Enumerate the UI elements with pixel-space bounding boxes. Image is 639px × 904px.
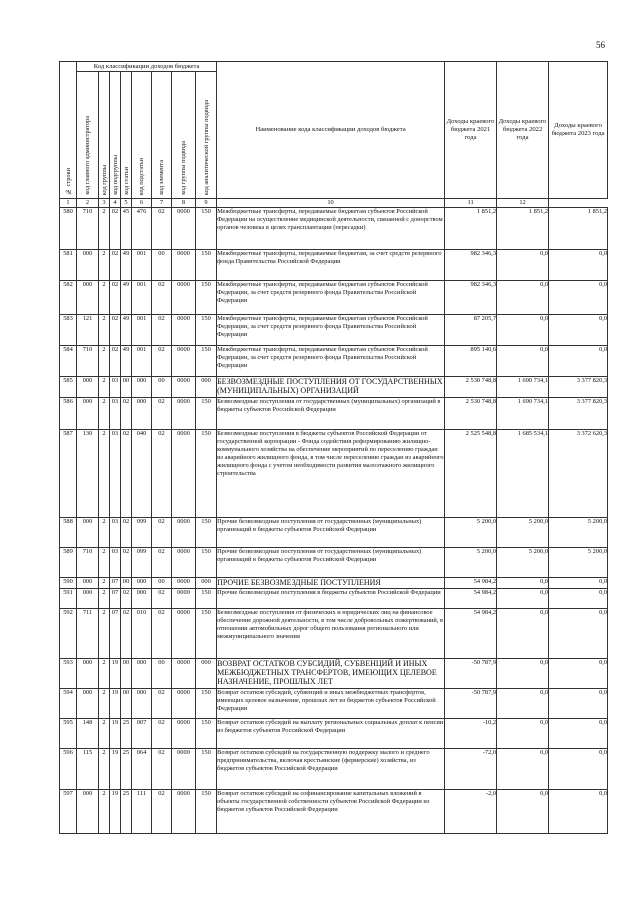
line-number-cell: 581	[60, 250, 77, 281]
code-cell: 000	[77, 398, 99, 430]
code-column-header: код группы	[99, 72, 110, 199]
code-cell: 121	[77, 315, 99, 346]
code-cell: 2	[99, 250, 110, 281]
amount-2021-cell: 54 984,2	[445, 609, 497, 659]
line-number-cell: 591	[60, 589, 77, 609]
amount-2022-cell: 5 200,0	[497, 518, 549, 548]
name-cell: Безвозмездные поступления от физических и юридических лиц на финансовое обеспечение дорожной деятельности, в том числе добровольных пожертвований, в отношении автомобильных дорог общего пользования регионального или межмуниципального значения	[217, 609, 445, 659]
code-cell: 2	[99, 790, 110, 834]
code-cell: 00	[152, 377, 172, 398]
code-column-header: код подгруппы	[110, 72, 121, 199]
code-cell: 150	[196, 208, 217, 250]
code-cell: 25	[121, 790, 132, 834]
amount-2022-cell: 5 200,0	[497, 548, 549, 578]
code-cell: 150	[196, 518, 217, 548]
column-number-cell: 3	[99, 199, 110, 208]
amount-2022-cell: 1 690 734,1	[497, 398, 549, 430]
year-2021-header: Доходы краевого бюджета 2021 года	[445, 62, 497, 199]
code-cell: 0000	[172, 398, 196, 430]
name-cell: ВОЗВРАТ ОСТАТКОВ СУБСИДИЙ, СУБВЕНЦИЙ И ИНЫХ МЕЖБЮДЖЕТНЫХ ТРАНСФЕРТОВ, ИМЕЮЩИХ ЦЕЛЕВОЕ НАЗНАЧЕНИЕ, ПРОШЛЫХ ЛЕТ	[217, 659, 445, 689]
code-cell: 064	[132, 749, 152, 790]
table-row	[60, 250, 608, 281]
amount-2021-cell: 87 205,7	[445, 315, 497, 346]
amount-2022-cell: 0,0	[497, 790, 549, 834]
code-cell: 000	[196, 377, 217, 398]
line-number-cell: 582	[60, 281, 77, 315]
line-number-cell: 589	[60, 548, 77, 578]
code-cell: 02	[152, 398, 172, 430]
amount-2021-cell: 2 530 748,8	[445, 377, 497, 398]
column-number-cell: 12	[497, 199, 549, 208]
code-cell: 2	[99, 548, 110, 578]
name-cell: Прочие безвозмездные поступления в бюджеты субъектов Российской Федерации	[217, 589, 445, 609]
code-cell: 0000	[172, 609, 196, 659]
amount-2021-cell: -10,2	[445, 719, 497, 749]
code-cell: 00	[152, 578, 172, 589]
code-cell: 02	[152, 589, 172, 609]
code-cell: 0000	[172, 689, 196, 719]
code-cell: 2	[99, 689, 110, 719]
code-cell: 02	[152, 689, 172, 719]
code-cell: 000	[132, 398, 152, 430]
amount-2021-cell: 54 984,2	[445, 578, 497, 589]
name-cell: Возврат остатков субсидий, субвенций и иных межбюджетных трансфертов, имеющих целевое назначение, прошлых лет из бюджетов субъектов Российской Федерации	[217, 689, 445, 719]
code-cell: 2	[99, 377, 110, 398]
table-row	[60, 315, 608, 346]
name-cell: БЕЗВОЗМЕЗДНЫЕ ПОСТУПЛЕНИЯ ОТ ГОСУДАРСТВЕННЫХ (МУНИЦИПАЛЬНЫХ) ОРГАНИЗАЦИЙ	[217, 377, 445, 398]
code-cell: 150	[196, 250, 217, 281]
line-number-cell: 585	[60, 377, 77, 398]
code-cell: 25	[121, 719, 132, 749]
amount-2021-cell: 5 200,0	[445, 548, 497, 578]
amount-2021-cell: 895 140,6	[445, 346, 497, 377]
amount-2023-cell: 3 377 820,3	[549, 377, 608, 398]
amount-2021-cell: 1 851,2	[445, 208, 497, 250]
code-cell: 000	[77, 281, 99, 315]
code-cell: 00	[121, 689, 132, 719]
code-cell: 150	[196, 609, 217, 659]
code-cell: 2	[99, 659, 110, 689]
table-body	[60, 208, 608, 834]
name-cell: Прочие безвозмездные поступления от государственных (муниципальных) организаций в бюджеты субъектов Российской Федерации	[217, 518, 445, 548]
code-cell: 711	[77, 609, 99, 659]
table-row	[60, 749, 608, 790]
code-cell: 07	[110, 589, 121, 609]
amount-2023-cell: 5 200,0	[549, 518, 608, 548]
amount-2022-cell: 1 851,2	[497, 208, 549, 250]
code-cell: 000	[77, 578, 99, 589]
code-cell: 00	[121, 659, 132, 689]
code-cell: 148	[77, 719, 99, 749]
amount-2022-cell: 0,0	[497, 346, 549, 377]
amount-2021-cell: -50 787,9	[445, 659, 497, 689]
code-cell: 000	[196, 578, 217, 589]
code-cell: 00	[121, 578, 132, 589]
amount-2023-cell: 0,0	[549, 689, 608, 719]
classification-group-header: Код классификации доходов бюджета	[77, 62, 217, 72]
code-cell: 03	[110, 430, 121, 518]
amount-2022-cell: 0,0	[497, 281, 549, 315]
code-cell: 0000	[172, 315, 196, 346]
code-cell: 02	[110, 250, 121, 281]
code-cell: 150	[196, 749, 217, 790]
code-cell: 49	[121, 281, 132, 315]
code-cell: 010	[132, 609, 152, 659]
code-cell: 02	[152, 609, 172, 659]
code-cell: 150	[196, 398, 217, 430]
code-cell: 099	[132, 518, 152, 548]
code-cell: 2	[99, 609, 110, 659]
code-cell: 02	[152, 315, 172, 346]
code-cell: 150	[196, 548, 217, 578]
code-cell: 0000	[172, 518, 196, 548]
name-cell: Межбюджетные трансферты, передаваемые бюджетам субъектов Российской Федерации, за счет средств резервного фонда Правительства Российской Федерации	[217, 315, 445, 346]
table-header	[60, 62, 608, 208]
code-column-header: код элемента	[152, 72, 172, 199]
amount-2023-cell: 0,0	[549, 609, 608, 659]
amount-2022-cell: 0,0	[497, 609, 549, 659]
code-cell: 02	[152, 548, 172, 578]
code-cell: 000	[77, 250, 99, 281]
line-number-cell: 584	[60, 346, 77, 377]
amount-2021-cell: 2 525 548,8	[445, 430, 497, 518]
code-cell: 02	[121, 398, 132, 430]
name-header: Наименование кода классификации доходов бюджета	[217, 62, 445, 199]
code-cell: 0000	[172, 208, 196, 250]
name-cell: Возврат остатков субсидий на государственную поддержку малого и среднего предпринимательства, включая крестьянские (фермерские) хозяйства, из бюджетов субъектов Российской Федерации	[217, 749, 445, 790]
code-cell: 476	[132, 208, 152, 250]
code-cell: 0000	[172, 430, 196, 518]
code-cell: 040	[132, 430, 152, 518]
amount-2022-cell: 0,0	[497, 719, 549, 749]
amount-2021-cell: 982 346,3	[445, 281, 497, 315]
code-cell: 2	[99, 589, 110, 609]
code-cell: 000	[132, 377, 152, 398]
code-cell: 45	[121, 208, 132, 250]
code-cell: 111	[132, 790, 152, 834]
code-cell: 19	[110, 719, 121, 749]
column-number-cell: 9	[196, 199, 217, 208]
code-cell: 710	[77, 346, 99, 377]
code-cell: 2	[99, 281, 110, 315]
code-cell: 0000	[172, 589, 196, 609]
amount-2022-cell: 0,0	[497, 689, 549, 719]
code-cell: 001	[132, 346, 152, 377]
code-cell: 02	[110, 315, 121, 346]
code-cell: 000	[132, 689, 152, 719]
amount-2023-cell: 0,0	[549, 346, 608, 377]
amount-2022-cell: 0,0	[497, 749, 549, 790]
code-cell: 710	[77, 208, 99, 250]
column-number-cell: 5	[121, 199, 132, 208]
code-cell: 150	[196, 281, 217, 315]
code-cell: 0000	[172, 346, 196, 377]
table-row	[60, 377, 608, 398]
column-number-row	[60, 199, 608, 208]
amount-2023-cell: 0,0	[549, 659, 608, 689]
code-cell: 02	[110, 208, 121, 250]
code-cell: 02	[152, 518, 172, 548]
amount-2023-cell: 3 372 620,3	[549, 430, 608, 518]
code-cell: 02	[110, 281, 121, 315]
code-cell: 25	[121, 749, 132, 790]
code-cell: 001	[132, 315, 152, 346]
code-cell: 02	[152, 430, 172, 518]
table-row	[60, 518, 608, 548]
code-cell: 19	[110, 790, 121, 834]
column-number-cell: 4	[110, 199, 121, 208]
amount-2021-cell: 54 984,2	[445, 589, 497, 609]
code-cell: 0000	[172, 749, 196, 790]
amount-2021-cell: -2,0	[445, 790, 497, 834]
name-cell: Межбюджетные трансферты, передаваемые бюджетам, за счет средств резервного фонда Правительства Российской Федерации	[217, 250, 445, 281]
code-cell: 2	[99, 208, 110, 250]
name-cell: Межбюджетные трансферты, передаваемые бюджетам субъектов Российской Федерации на осуществление медицинской деятельности, связанной с донорством органов человека в целях трансплантации (пересадки)	[217, 208, 445, 250]
code-cell: 49	[121, 315, 132, 346]
amount-2021-cell: -72,0	[445, 749, 497, 790]
code-cell: 19	[110, 749, 121, 790]
amount-2022-cell: 0,0	[497, 578, 549, 589]
code-cell: 150	[196, 589, 217, 609]
code-cell: 099	[132, 548, 152, 578]
table-row	[60, 609, 608, 659]
code-cell: 000	[77, 659, 99, 689]
name-cell: Прочие безвозмездные поступления от государственных (муниципальных) организаций в бюджеты субъектов Российской Федерации	[217, 548, 445, 578]
code-cell: 02	[152, 719, 172, 749]
amount-2021-cell: 5 200,0	[445, 518, 497, 548]
column-number-cell: 1	[60, 199, 77, 208]
code-cell: 2	[99, 719, 110, 749]
table-row	[60, 659, 608, 689]
table-row	[60, 578, 608, 589]
table-row	[60, 548, 608, 578]
code-column-header: код статьи	[121, 72, 132, 199]
code-cell: 02	[110, 346, 121, 377]
amount-2023-cell: 0,0	[549, 719, 608, 749]
table-row	[60, 208, 608, 250]
code-cell: 2	[99, 346, 110, 377]
table-row	[60, 719, 608, 749]
table-row	[60, 430, 608, 518]
code-cell: 03	[110, 398, 121, 430]
amount-2023-cell: 0,0	[549, 790, 608, 834]
amount-2023-cell: 5 200,0	[549, 548, 608, 578]
code-cell: 0000	[172, 281, 196, 315]
code-cell: 02	[121, 589, 132, 609]
code-cell: 000	[132, 659, 152, 689]
name-cell: Межбюджетные трансферты, передаваемые бюджетам субъектов Российской Федерации, за счет средств резервного фонда Правительства Российской Федерации	[217, 281, 445, 315]
code-cell: 02	[152, 749, 172, 790]
amount-2022-cell: 0,0	[497, 315, 549, 346]
code-cell: 2	[99, 315, 110, 346]
amount-2023-cell: 0,0	[549, 589, 608, 609]
code-cell: 0000	[172, 377, 196, 398]
amount-2023-cell: 0,0	[549, 250, 608, 281]
amount-2021-cell: 2 530 748,8	[445, 398, 497, 430]
amount-2023-cell: 0,0	[549, 578, 608, 589]
amount-2023-cell: 0,0	[549, 281, 608, 315]
code-cell: 0000	[172, 790, 196, 834]
year-2022-header: Доходы краевого бюджета 2022 года	[497, 62, 549, 199]
name-cell: Межбюджетные трансферты, передаваемые бюджетам субъектов Российской Федерации, за счет средств резервного фонда Правительства Российской Федерации	[217, 346, 445, 377]
code-cell: 03	[110, 377, 121, 398]
line-number-cell: 594	[60, 689, 77, 719]
line-number-cell: 593	[60, 659, 77, 689]
table-row	[60, 346, 608, 377]
code-cell: 02	[152, 790, 172, 834]
page-number: 56	[596, 40, 605, 50]
line-number-cell: 595	[60, 719, 77, 749]
year-2023-header: Доходы краевого бюджета 2023 года	[549, 62, 608, 199]
code-cell: 49	[121, 250, 132, 281]
amount-2021-cell: 982 346,3	[445, 250, 497, 281]
line-number-header: № строки	[60, 62, 77, 199]
name-cell: Возврат остатков субсидий на выплату региональных социальных доплат к пенсии из бюджетов субъектов Российской Федерации	[217, 719, 445, 749]
table-row	[60, 281, 608, 315]
code-cell: 710	[77, 548, 99, 578]
code-cell: 03	[110, 548, 121, 578]
code-cell: 150	[196, 719, 217, 749]
code-cell: 49	[121, 346, 132, 377]
code-cell: 00	[121, 377, 132, 398]
table-row	[60, 790, 608, 834]
code-column-header: код аналитической группы подвида	[196, 72, 217, 199]
amount-2021-cell: -50 787,9	[445, 689, 497, 719]
code-cell: 115	[77, 749, 99, 790]
amount-2022-cell: 0,0	[497, 589, 549, 609]
code-cell: 2	[99, 430, 110, 518]
code-cell: 2	[99, 518, 110, 548]
code-cell: 150	[196, 346, 217, 377]
budget-revenue-table	[59, 61, 608, 834]
code-cell: 000	[77, 518, 99, 548]
table-row	[60, 398, 608, 430]
code-cell: 130	[77, 430, 99, 518]
table-row	[60, 589, 608, 609]
line-number-cell: 586	[60, 398, 77, 430]
line-number-cell: 592	[60, 609, 77, 659]
code-cell: 02	[121, 430, 132, 518]
code-cell: 07	[110, 609, 121, 659]
line-number-cell: 580	[60, 208, 77, 250]
code-cell: 02	[121, 518, 132, 548]
name-cell: Безвозмездные поступления в бюджеты субъектов Российской Федерации от государственной корпорации - Фонда содействия реформированию жилищно-коммунального хозяйства на обеспечение мероприятий по переселению граждан из аварийного жилищного фонда, в том числе переселению граждан из аварийного жилищного фонда с учетом необходимости развития малоэтажного жилищного строительства	[217, 430, 445, 518]
code-cell: 2	[99, 578, 110, 589]
code-column-header: код главного администратора	[77, 72, 99, 199]
code-cell: 150	[196, 689, 217, 719]
code-cell: 150	[196, 430, 217, 518]
code-cell: 007	[132, 719, 152, 749]
code-cell: 00	[152, 250, 172, 281]
name-cell: Безвозмездные поступления от государственных (муниципальных) организаций в бюджеты субъектов Российской Федерации	[217, 398, 445, 430]
line-number-cell: 597	[60, 790, 77, 834]
code-cell: 0000	[172, 578, 196, 589]
code-cell: 2	[99, 398, 110, 430]
code-cell: 150	[196, 790, 217, 834]
table-row	[60, 689, 608, 719]
amount-2022-cell: 0,0	[497, 250, 549, 281]
code-column-header: код подстатьи	[132, 72, 152, 199]
code-column-header: код группы подвида	[172, 72, 196, 199]
column-number-cell: 2	[77, 199, 99, 208]
code-cell: 000	[132, 589, 152, 609]
amount-2023-cell: 3 377 820,3	[549, 398, 608, 430]
code-cell: 02	[121, 609, 132, 659]
code-cell: 00	[152, 659, 172, 689]
code-cell: 000	[77, 589, 99, 609]
amount-2022-cell: 1 685 534,1	[497, 430, 549, 518]
code-cell: 000	[196, 659, 217, 689]
code-cell: 0000	[172, 659, 196, 689]
code-cell: 2	[99, 749, 110, 790]
amount-2023-cell: 0,0	[549, 749, 608, 790]
column-number-cell: 11	[445, 199, 497, 208]
line-number-cell: 588	[60, 518, 77, 548]
column-number-cell: 8	[172, 199, 196, 208]
code-cell: 000	[77, 377, 99, 398]
code-cell: 000	[77, 689, 99, 719]
name-cell: Возврат остатков субсидий на софинансирование капитальных вложений в объекты государственной собственности субъектов Российской Федерации из бюджетов субъектов Российской Федерации	[217, 790, 445, 834]
code-cell: 02	[121, 548, 132, 578]
code-cell: 001	[132, 250, 152, 281]
amount-2022-cell: 1 690 734,1	[497, 377, 549, 398]
code-cell: 001	[132, 281, 152, 315]
code-cell: 03	[110, 518, 121, 548]
code-cell: 02	[152, 281, 172, 315]
column-number-cell: 10	[217, 199, 445, 208]
line-number-cell: 596	[60, 749, 77, 790]
name-cell: ПРОЧИЕ БЕЗВОЗМЕЗДНЫЕ ПОСТУПЛЕНИЯ	[217, 578, 445, 589]
code-cell: 150	[196, 315, 217, 346]
code-cell: 0000	[172, 250, 196, 281]
amount-2023-cell: 0,0	[549, 315, 608, 346]
code-cell: 19	[110, 659, 121, 689]
code-cell: 000	[77, 790, 99, 834]
amount-2022-cell: 0,0	[497, 659, 549, 689]
code-cell: 000	[132, 578, 152, 589]
line-number-cell: 587	[60, 430, 77, 518]
column-number-cell: 7	[152, 199, 172, 208]
column-number-cell: 6	[132, 199, 152, 208]
line-number-cell: 590	[60, 578, 77, 589]
code-cell: 0000	[172, 548, 196, 578]
line-number-cell: 583	[60, 315, 77, 346]
code-cell: 0000	[172, 719, 196, 749]
code-cell: 02	[152, 346, 172, 377]
code-cell: 07	[110, 578, 121, 589]
code-cell: 02	[152, 208, 172, 250]
code-cell: 19	[110, 689, 121, 719]
amount-2023-cell: 1 851,2	[549, 208, 608, 250]
